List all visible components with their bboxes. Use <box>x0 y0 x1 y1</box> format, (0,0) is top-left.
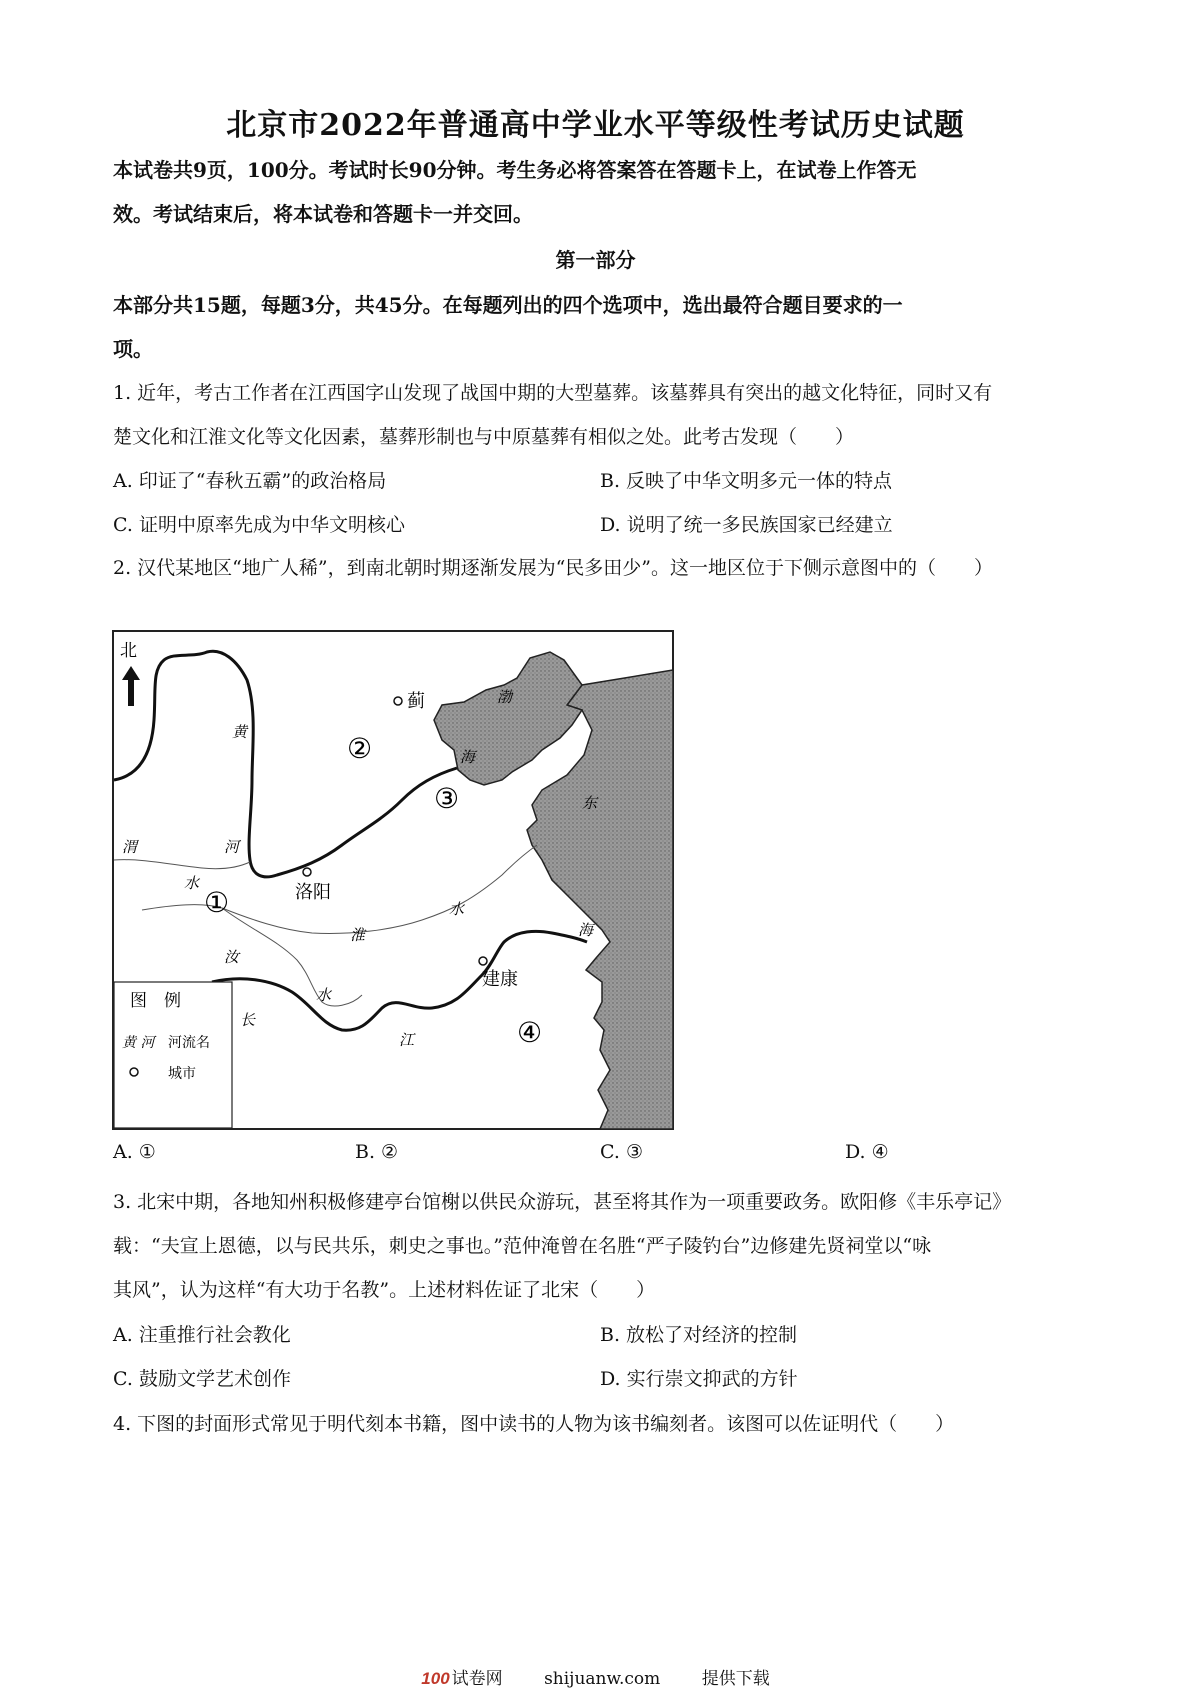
legend-river-sample: 黄 河 <box>122 1035 155 1051</box>
map-figure <box>112 630 674 1130</box>
legend-city-label: 城市 <box>168 1066 196 1082</box>
footer-logo: 100 <box>421 1669 450 1688</box>
part-title: 第一部分 <box>555 248 636 272</box>
q1-option-a: A. 印证了“春秋五霸”的政治格局 <box>113 470 387 492</box>
q2-stem: 2. 汉代某地区“地广人稀”，到南北朝时期逐渐发展为“民多田少”。这一地区位于下侧示意图中的（ ） <box>113 557 994 579</box>
river-chang-label-1: 长 <box>240 1011 256 1029</box>
q3-stem-line-2: 载：“夫宣上恩德，以与民共乐，刺史之事也。”范仲淹曾在名胜“严子陵钓台”边修建先贤祠堂以“咏 <box>113 1235 932 1257</box>
river-chang-label-2: 江 <box>399 1031 415 1049</box>
instructions-line-2: 效。考试结束后，将本试卷和答题卡一并交回。 <box>113 202 533 226</box>
part-intro-line-2: 项。 <box>113 337 153 361</box>
q3-option-c: C. 鼓励文学艺术创作 <box>113 1368 291 1390</box>
historical-map <box>112 630 674 1134</box>
river-huang-label-2: 河 <box>224 838 240 856</box>
legend-river-label: 河流名 <box>168 1035 210 1051</box>
region-3-marker: ③ <box>434 782 460 815</box>
river-huai-label-2: 水 <box>449 900 465 918</box>
river-wei-label-2: 水 <box>184 874 200 892</box>
q3-option-a: A. 注重推行社会教化 <box>113 1324 291 1346</box>
q2-option-c: C. ③ <box>600 1141 643 1163</box>
q1-stem-line-1: 1. 近年，考古工作者在江西国字山发现了战国中期的大型墓葬。该墓葬具有突出的越文化特征，同时又有 <box>113 382 993 404</box>
q3-stem-line-3: 其风”，认为这样“有大功于名教”。上述材料佐证了北宋（ ） <box>113 1279 656 1301</box>
q1-option-b: B. 反映了中华文明多元一体的特点 <box>600 470 893 492</box>
river-huai-label-1: 淮 <box>350 926 366 944</box>
q2-option-a: A. ① <box>113 1141 156 1163</box>
river-ru-label-1: 汝 <box>224 948 240 966</box>
q1-option-c: C. 证明中原率先成为中华文明核心 <box>113 514 405 536</box>
city-jiankang-label: 建康 <box>482 969 518 990</box>
region-2-marker: ② <box>347 732 373 765</box>
q2-option-d: D. ④ <box>845 1141 889 1163</box>
city-ji-marker <box>394 697 402 705</box>
footer-site-name: 试卷网 <box>451 1669 503 1689</box>
north-label: 北 <box>120 641 137 661</box>
sea-dong-label-1: 东 <box>582 794 598 812</box>
q1-option-d: D. 说明了统一多民族国家已经建立 <box>600 514 893 536</box>
instructions-line-1: 本试卷共9页，100分。考试时长90分钟。考生务必将答案答在答题卡上，在试卷上作答无 <box>113 158 917 182</box>
region-4-marker: ④ <box>517 1016 543 1049</box>
sea-dong-label-2: 海 <box>578 921 594 939</box>
footer-note: 提供下载 <box>701 1669 770 1689</box>
city-luoyang-label: 洛阳 <box>295 882 331 903</box>
city-luoyang-marker <box>303 868 311 876</box>
river-wei-label-1: 渭 <box>122 838 138 856</box>
river-ru-label-2: 水 <box>316 986 332 1004</box>
q3-option-d: D. 实行崇文抑武的方针 <box>600 1368 798 1390</box>
q1-stem-line-2: 楚文化和江淮文化等文化因素，墓葬形制也与中原墓葬有相似之处。此考古发现（ ） <box>113 426 855 448</box>
legend-title: 图 例 <box>130 991 181 1011</box>
sea-bo-label-1: 渤 <box>497 688 513 706</box>
region-1-marker: ① <box>204 886 230 919</box>
legend-city-icon <box>130 1068 138 1076</box>
q2-option-b: B. ② <box>355 1141 399 1163</box>
river-huang-label-1: 黄 <box>232 723 248 741</box>
city-ji-label: 蓟 <box>407 691 425 712</box>
q3-option-b: B. 放松了对经济的控制 <box>600 1324 798 1346</box>
q3-stem-line-1: 3. 北宋中期，各地知州积极修建亭台馆榭以供民众游玩，甚至将其作为一项重要政务。欧阳修《丰乐亭记》 <box>113 1191 1012 1213</box>
page-title: 北京市2022年普通高中学业水平等级性考试历史试题 <box>226 108 965 143</box>
q4-stem: 4. 下图的封面形式常见于明代刻本书籍，图中读书的人物为该书编刻者。该图可以佐证明代（ ） <box>113 1413 955 1435</box>
page-footer <box>0 1664 1191 1689</box>
sea-bo-label-2: 海 <box>460 748 476 766</box>
footer-url[interactable]: shijuanw.com <box>544 1669 661 1689</box>
part-intro-line-1: 本部分共15题，每题3分，共45分。在每题列出的四个选项中，选出最符合题目要求的一 <box>113 293 903 317</box>
city-jiankang-marker <box>479 957 487 965</box>
